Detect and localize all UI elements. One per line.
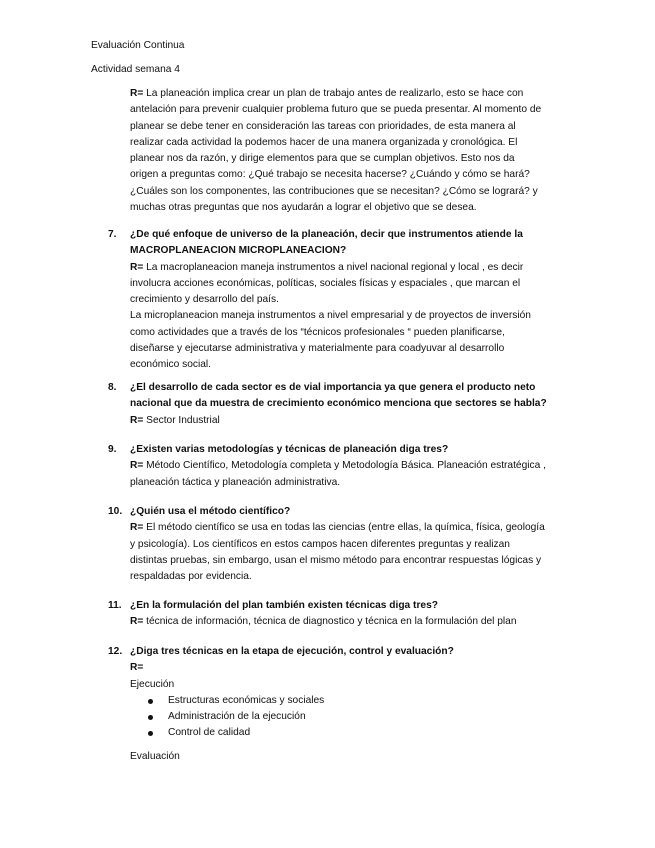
bullet-icon bbox=[148, 699, 153, 704]
question-text: ¿De qué enfoque de universo de la planeación, decir que instrumentos atiende la MACROPLANEACION MICROPLANEACION? bbox=[130, 229, 523, 257]
intro-answer bbox=[130, 86, 545, 216]
question-number: 9. bbox=[108, 444, 117, 455]
bullet-icon bbox=[148, 731, 153, 736]
answer-label: R= bbox=[130, 522, 144, 534]
section-heading-evaluacion: Evaluación bbox=[130, 750, 180, 762]
answer-extra-paragraph: La microplaneacion maneja instrumentos a nivel empresarial y de proyectos de inversión como actividades que a través de los “técnicos profesionales “ pueden planificarse, diseñarse y ejecutarse administrativa y materialmente para coadyuvar al desarrollo económico social. bbox=[130, 310, 531, 371]
list-item-text: Administración de la ejecución bbox=[168, 711, 306, 723]
section-heading-ejecucion: Ejecución bbox=[130, 678, 175, 690]
question-text: ¿En la formulación del plan también existen técnicas diga tres? bbox=[130, 600, 438, 611]
answer bbox=[130, 614, 550, 630]
question-text: ¿Existen varias metodologías y técnicas de planeación diga tres? bbox=[130, 444, 449, 455]
question-number: 8. bbox=[108, 382, 117, 393]
answer bbox=[130, 413, 550, 429]
answer-text: La macroplaneacion maneja instrumentos a nivel nacional regional y local , es decir involucra acciones económicas, políticas, sociales físicas y espaciales , que marcan el crecimiento y desarrollo del país. bbox=[130, 261, 524, 306]
answer-label: R= bbox=[130, 88, 144, 99]
answer-text: técnica de información, técnica de diagnostico y técnica en la formulación del plan bbox=[143, 616, 517, 628]
question-text: ¿Diga tres técnicas en la etapa de ejecución, control y evaluación? bbox=[130, 646, 454, 657]
question-number: 10. bbox=[108, 506, 123, 517]
list-item-text: Control de calidad bbox=[168, 727, 251, 739]
list-item bbox=[130, 725, 550, 741]
question-text: ¿El desarrollo de cada sector es de vial importancia ya que genera el producto neto nacional que da muestra de crecimiento económico menciona que sectores se habla? bbox=[130, 382, 547, 410]
question-number: 12. bbox=[108, 646, 123, 657]
bullet-icon bbox=[148, 715, 153, 720]
answer-label: R= bbox=[130, 414, 144, 426]
list-item-text: Estructuras económicas y sociales bbox=[168, 694, 325, 706]
bullet-list bbox=[130, 693, 550, 742]
answer-label: R= bbox=[130, 662, 144, 674]
answer-text: El método científico se usa en todas las ciencias (entre ellas, la química, física, geología y psicología). Los científicos en estos campos hacen diferentes preguntas y realizan distintas pruebas, sin embargo, usan el mismo método para encontrar respuestas lógicas y respaldadas por evidencia. bbox=[130, 522, 545, 583]
answer-label: R= bbox=[130, 460, 144, 472]
header-subtitle: Actividad semana 4 bbox=[91, 64, 180, 75]
answer bbox=[130, 260, 550, 309]
intro-answer-text: La planeación implica crear un plan de trabajo antes de realizarlo, esto se hace con antelación para prevenir cualquier problema futuro que se pueda presentar. Al momento de planear se debe tener en consideración las tareas con prioridades, de esta manera al realizar cada actividad la podemos hacer de una manera organizada y cronológica. El planear nos da razón, y dirige elementos para que se cumplan objetivos. Esto nos da origen a preguntas como: ¿Qué trabajo se necesita hacerse? ¿Cuándo y cómo se hará? ¿Cuáles son los componentes, las contribuciones que se necesitan? ¿Cómo se logrará? y muchas otras preguntas que nos ayudarán a lograr el objetivo que se desea. bbox=[130, 88, 542, 214]
question-number: 7. bbox=[108, 229, 117, 240]
answer bbox=[130, 520, 550, 585]
answer bbox=[130, 458, 550, 491]
question-number: 11. bbox=[108, 600, 122, 611]
answer-label: R= bbox=[130, 616, 144, 628]
list-item bbox=[130, 693, 550, 709]
list-item bbox=[130, 709, 550, 725]
answer-text: Sector Industrial bbox=[143, 414, 220, 426]
header-title: Evaluación Continua bbox=[91, 40, 185, 51]
question-text: ¿Quién usa el método científico? bbox=[130, 506, 291, 517]
answer-label: R= bbox=[130, 261, 144, 273]
answer-text: Método Científico, Metodología completa y Metodología Básica. Planeación estratégica , planeación táctica y planeación administrativa. bbox=[130, 460, 546, 488]
